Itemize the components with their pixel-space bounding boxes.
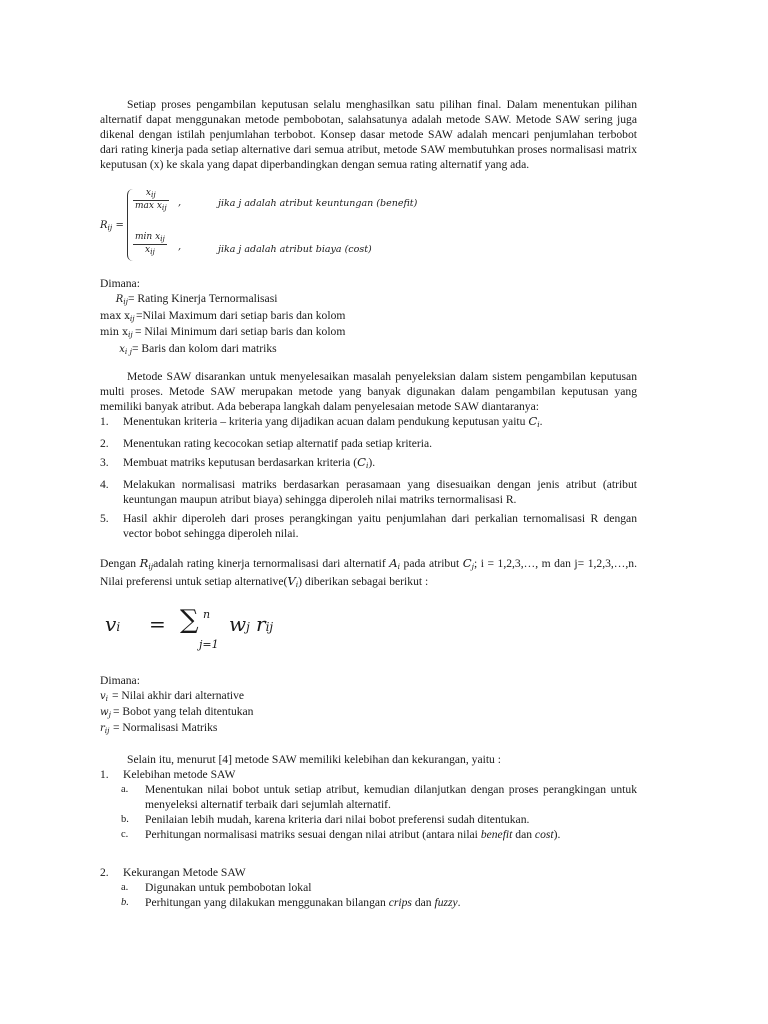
advantages-intro: Selain itu, menurut [4] metode SAW memiliki kelebihan dan kekurangan, yaitu : [127,753,501,766]
list-item: a. Menentukan nilai bobot untuk setiap atribut, kemudian dilanjutkan dengan proses perangkingan untuk menyeleksi alternatif terbaik dari sejumlah alternatif. [121,783,637,811]
disadvantages-list [100,865,637,880]
benefit-fraction: $x_{ij}$ $\max x_{ij}$ [135,188,167,212]
definitions-1 [100,276,637,357]
definition-row: $\min x_{ij}$ = Nilai Minimum dari setiap baris dan kolom [100,325,346,339]
definitions-2 [100,673,637,736]
list-item: 2. Menentukan rating kecocokan setiap alternatif pada setiap kriteria. [100,437,433,450]
definition-row: $v_i$ = Nilai akhir dari alternative [100,689,245,703]
definitions-heading: Dimana: [100,674,140,687]
formula-lhs: $R_{ij}$ = [100,220,124,232]
saw-paragraph: Metode SAW disarankan untuk menyelesaikan masalah penyeleksian dalam sistem pengambilan keputusan multi proses. Metode SAW merupakan metode yang banyak digunakan dalam pengambilan keputusan yang memiliki banyak atribut. Ada beberapa langkah dalam penyelesaian metode SAW diantaranya: [100,370,637,413]
definition-row: $r_{ij}$ = Normalisasi Matriks [100,721,218,735]
list-item: 5. Hasil akhir diperoleh dari proses perangkingan yaitu penjumlahan dari perkalian ternomalisasi R dengan vector bobot sehingga diperoleh nilai. [100,512,637,540]
preference-paragraph: Dengan $R_{ij}adalah$ rating kinerja ternormalisasi dari alternatif $A_i$ pada atribut $C_j$; i = 1,2,3,…, m dan j= 1,2,3,…,n. Nilai preferensi untuk setiap $alternative(V_i)$ diberikan sebagai berikut : [100,556,637,589]
preference-formula: vi = ∑ n j=1 wj rij [105,605,274,651]
list-item: b. Perhitungan yang dilakukan menggunakan bilangan crips dan fuzzy. [121,896,461,909]
cost-fraction: $\min x_{ij}$ $x_{ij}$ [135,232,165,256]
definition-row: $w_j$ = Bobot yang telah ditentukan [100,705,254,719]
list-item: 4. Melakukan normalisasi matriks berdasarkan perasamaan yang disesuaikan dengan jenis atribut (atribut keuntungan maupun atribut biaya) sehingga diperoleh nilai matriks ternormalisasi R. [100,478,637,506]
list-item: c. Perhitungan normalisasi matriks sesuai dengan nilai atribut (antara nilai benefit dan cost). [121,828,561,841]
list-item: b. Penilaian lebih mudah, karena kriteria dari nilai bobot preferensi sudah ditentukan. [121,813,530,826]
definition-row: $\max x_{ij}$ =Nilai Maximum dari setiap baris dan kolom [100,308,346,323]
list-item: 2. Kekurangan Metode SAW [100,866,246,879]
disadvantages-sublist [100,880,637,910]
definitions-heading: Dimana: [100,277,140,290]
definition-row: $x_{i j}$ = Baris dan kolom dari matriks [119,341,277,356]
document-page [100,97,637,910]
advantages-sublist [100,782,637,842]
cost-condition: jika j adalah atribut biaya (cost) [218,244,372,255]
benefit-condition: jika j adalah atribut keuntungan (benefit) [218,198,418,209]
normalization-formula: $R_{ij}$ = $x_{ij}$ $\max x_{ij}$ , jika j adalah atribut keuntungan (benefit) $\min x_{ij}$ $x_{ij}$ , jika j adalah atribut biaya (cost) [100,186,637,268]
list-item: 3. Membuat matriks keputusan berdasarkan kriteria $(C_i)$. [100,455,376,470]
list-item: 1. Menentukan kriteria – kriteria yang dijadikan acuan dalam pendukung keputusan yaitu $C_i$. [100,414,543,429]
list-item: 1. Kelebihan metode SAW [100,768,236,781]
intro-paragraph: Setiap proses pengambilan keputusan selalu menghasilkan satu pilihan final. Dalam menentukan pilihan alternatif dapat menggunakan metode pembobotan, salahsatunya adalah metode SAW. Metode SAW sering juga dikenal dengan istilah penjumlahan terbobot. Konsep dasar metode SAW adalah mencari penjumlahan terbobot dari rating kinerja pada setiap alternative dari semua atribut, metode SAW membutuhkan proses normalisasi matrix keputusan (x) ke skala yang dapat diperbandingkan dengan semua rating alternatif yang ada. [100,98,637,171]
list-item: a. Digunakan untuk pembobotan lokal [121,881,312,894]
definition-row: $R_{ij}$ = Rating Kinerja Ternormalisasi [115,292,278,306]
steps-list [100,414,637,541]
advantages-list [100,767,637,782]
